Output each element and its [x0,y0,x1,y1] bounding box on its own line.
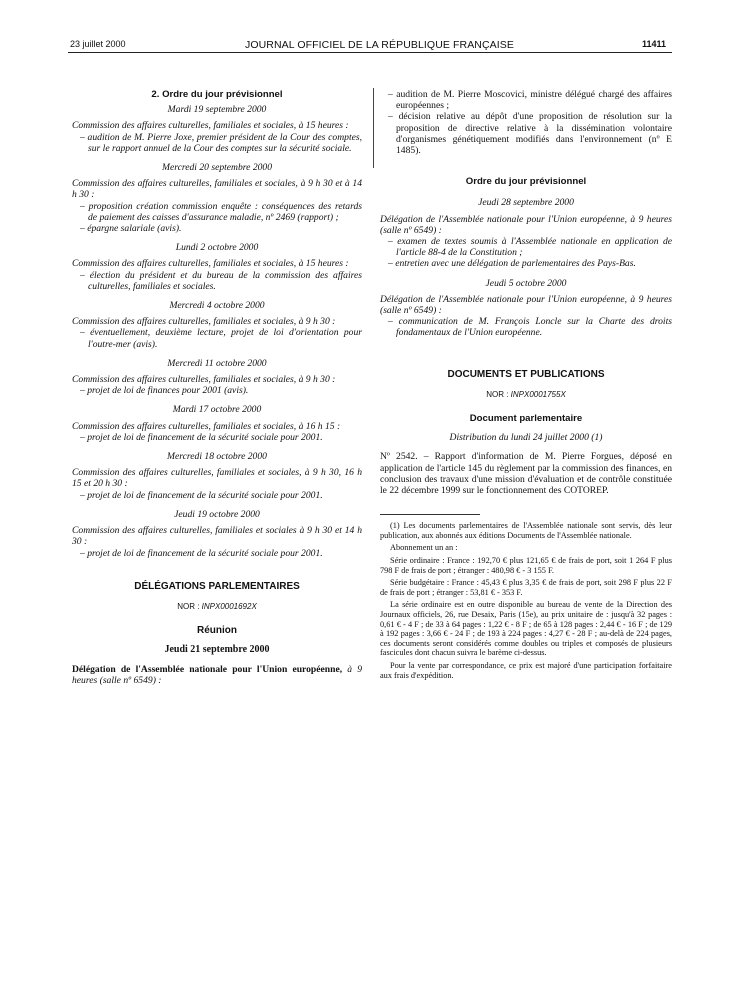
subscription-price: Série ordinaire : France : 192,70 € plus 121,65 € de frais de port, soit 1 264 F plus 798 F de frais de port ; étranger : 480,98 € - 3 155 F. [380,556,672,575]
agenda-block [72,300,362,350]
session-date: Lundi 2 octobre 2000 [175,242,259,254]
agenda-item: – projet de loi de financement de la sécurité sociale pour 2001. [80,489,323,501]
delegation-line [72,664,362,686]
column-rule [373,88,374,168]
right-column [380,89,672,683]
session-organizer: Commission des affaires culturelles, familiales et sociales, à 15 heures : [72,258,349,270]
distribution-date: Distribution du lundi 24 juillet 2000 (1) [449,432,603,444]
agenda-block [72,358,362,397]
agenda-item: – projet de loi de financement de la sécurité sociale pour 2001. [80,547,323,559]
header-date: 23 juillet 2000 [70,39,126,49]
session-organizer: Délégation de l'Assemblée nationale pour l'Union européenne, à 9 heures (salle nº 6549) : [380,293,672,317]
delegation-name: Délégation de l'Assemblée nationale pour l'Union européenne, [72,663,343,675]
session-date: Mercredi 11 octobre 2000 [167,357,267,369]
agenda-item: – audition de M. Pierre Joxe, premier président de la Cour des comptes, sur le rapport annuel de la Cour des comptes sur la sécurité sociale. [80,131,362,154]
nor-value: INPX0001692X [201,601,257,611]
agenda-item: – proposition création commission enquête : conséquences des retards de paiement des caisses d'assurance maladie, nº 2469 (rapport) ; [80,200,362,223]
session-date: Jeudi 28 septembre 2000 [478,197,574,209]
delegations-heading: DÉLÉGATIONS PARLEMENTAIRES [134,580,300,592]
agenda-item: – communication de M. François Loncle sur la Charte des droits fondamentaux de l'Union européenne. [388,316,672,339]
session-date: Mercredi 4 octobre 2000 [169,300,265,312]
agenda-block [380,197,672,269]
mail-order-info: Pour la vente par correspondance, ce prix est majoré d'une participation forfaitaire aux frais d'expédition. [380,661,672,680]
agenda-block [72,404,362,443]
subscription-heading: Abonnement un an : [390,543,458,553]
session-organizer: Commission des affaires culturelles, familiales et sociales, à 9 h 30, 16 h 15 et 20 h 30 : [72,467,362,490]
odj-heading: Ordre du jour prévisionnel [465,176,587,188]
nor-label: NOR : [177,601,202,611]
reunion-heading: Réunion [197,625,237,637]
page-number: 11411 [642,39,667,49]
agenda-item: – épargne salariale (avis). [80,223,182,235]
nor-reference [72,601,362,612]
agenda-block [72,451,362,501]
nor-value: INPX0001755X [510,389,566,399]
session-date: Mardi 17 octobre 2000 [172,404,262,416]
agenda-block [72,509,362,559]
journal-title: JOURNAL OFFICIEL DE LA RÉPUBLIQUE FRANÇAISE [245,39,514,51]
subscription-price: Série budgétaire : France : 45,43 € plus 3,35 € de frais de port, soit 298 F plus 22 F de frais de port ; étranger : 53,81 € - 353 F. [380,578,672,597]
session-organizer: Commission des affaires culturelles, familiales et sociales, à 9 h 30 et à 14 h 30 : [72,178,362,201]
agenda-block [72,162,362,234]
session-date: Mercredi 18 octobre 2000 [167,451,267,463]
session-date: Jeudi 19 octobre 2000 [174,508,260,520]
reunion-date: Jeudi 21 septembre 2000 [164,644,270,656]
agenda-item: – projet de loi de financement de la sécurité sociale pour 2001. [80,431,323,443]
agenda-item: – élection du président et du bureau de la commission des affaires culturelles, familiales et sociales. [80,269,362,292]
session-organizer: Commission des affaires culturelles, familiales et sociales, à 16 h 15 : [72,420,341,432]
session-date: Mardi 19 septembre 2000 [167,104,267,116]
left-column [72,89,362,686]
agenda-block [72,104,362,154]
agenda-item: – entretien avec une délégation de parlementaires des Pays-Bas. [388,258,636,270]
session-organizer: Commission des affaires culturelles, familiales et sociales, à 9 h 30 : [72,374,336,386]
nor-label: NOR : [486,389,511,399]
header-rule [68,52,672,53]
nor-reference [380,389,672,400]
documents-heading: DOCUMENTS ET PUBLICATIONS [447,368,605,380]
session-date: Mercredi 20 septembre 2000 [161,162,273,174]
session-organizer: Commission des affaires culturelles, familiales et sociales, à 9 h 30 : [72,316,336,328]
agenda-block [72,242,362,292]
section-title: 2. Ordre du jour prévisionnel [151,89,283,100]
document-entry: Nº 2542. – Rapport d'information de M. Pierre Forgues, déposé en application de l'article 145 du règlement par la commission des finances, en conclusion des travaux d'une mission d'évaluation et de contrôle constituée le 22 décembre 1999 sur le fonctionnement des COTOREP. [380,451,672,497]
delegation-time: à 9 heures (salle nº 6549) : [72,663,362,686]
footnote: (1) Les documents parlementaires de l'Assemblée nationale sont servis, dès leur publication, aux abonnés aux éditions Documents de l'Assemblée nationale. [380,521,672,540]
session-organizer: Commission des affaires culturelles, familiales et sociales, à 15 heures : [72,120,349,132]
session-organizer: Délégation de l'Assemblée nationale pour l'Union européenne, à 9 heures (salle nº 6549) : [380,213,672,236]
session-date: Jeudi 5 octobre 2000 [485,277,567,289]
sales-info: La série ordinaire est en outre disponible au bureau de vente de la Direction des Journaux officiels, 26, rue Desaix, Paris (15e), au prix unitaire de : jusqu'à 32 pages : 0,61 € - 4 F ; de 33 à 64 pages : 1,22 € - 8 F ; de 65 à 128 pages : 2,44 € - 16 F ; de 129 à 192 pages : 3,66 € - 24 F ; de 193 à 224 pages : 4,27 € - 28 F ; au-delà de 224 pages, ces documents seront considérés comme doubles ou triples et composés de plusieurs fascicules dont chacun suivra le barème ci-dessus. [380,600,672,658]
agenda-item: – projet de loi de finances pour 2001 (avis). [80,385,249,397]
footnote-rule [380,514,480,515]
session-organizer: Commission des affaires culturelles, familiales et sociales à 9 h 30 et 14 h 30 : [72,525,362,548]
agenda-item: – audition de M. Pierre Moscovici, ministre délégué chargé des affaires européennes ; [388,89,672,112]
agenda-item: – examen de textes soumis à l'Assemblée nationale en application de l'article 88-4 de la Constitution ; [388,236,672,259]
agenda-item: – décision relative au dépôt d'une proposition de résolution sur la proposition de directive relative à la dissémination volontaire d'organismes génétiquement modifiés dans l'environnement (nº E 1485). [388,111,672,157]
agenda-item: – éventuellement, deuxième lecture, projet de loi d'orientation pour l'outre-mer (avis). [80,327,362,350]
document-heading: Document parlementaire [469,413,583,425]
agenda-block [380,278,672,339]
